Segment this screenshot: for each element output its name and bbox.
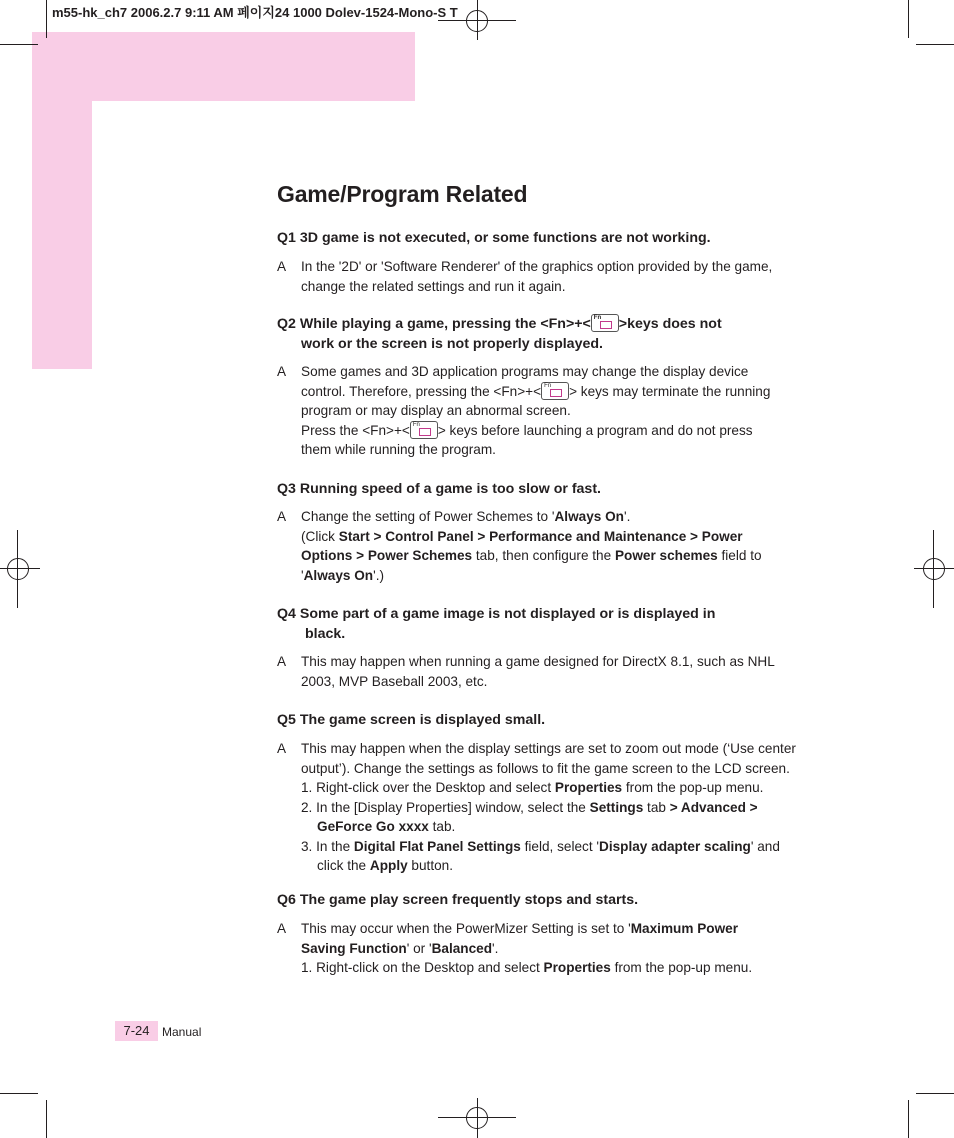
crop-mark xyxy=(916,1093,954,1094)
answer-mark: A xyxy=(277,509,287,524)
page-title: Game/Program Related xyxy=(277,181,528,207)
answer-2-text-d: > keys before launching a program and do not press them while running the program. xyxy=(301,422,753,457)
answer-2 xyxy=(277,362,786,460)
answer-4 xyxy=(277,652,786,691)
answer-3-bold: Always On xyxy=(303,567,374,583)
question-4-line2: black. xyxy=(305,626,346,642)
fn-key-icon: Fn xyxy=(410,421,438,439)
answer-2-text-c: Press the <Fn>+< xyxy=(301,422,410,438)
footer-label: Manual xyxy=(162,1025,202,1039)
page-number: 7-24 xyxy=(115,1021,158,1041)
answer-4-text: This may happen when running a game designed for DirectX 8.1, such as NHL 2003, MVP Baseball 2003, etc. xyxy=(301,654,775,689)
registration-mark-left xyxy=(7,558,29,580)
question-2-text-end: >keys does not xyxy=(618,316,722,332)
answer-3-text: Change the setting of Power Schemes to ' xyxy=(301,509,555,524)
registration-line xyxy=(0,568,40,569)
question-2-text-start: Q2 While playing a game, pressing the <Fn>+< xyxy=(277,316,591,332)
step-1: 1. Right-click over the Desktop and select Properties from the pop-up menu. xyxy=(301,780,764,795)
registration-line xyxy=(914,568,954,569)
answer-3-text: '. xyxy=(624,509,631,524)
answer-3-menu-path: Start > Control Panel > Performance and Maintenance > Power Options > Power Schemes xyxy=(301,528,743,563)
question-3: Q3 Running speed of a game is too slow or fast. xyxy=(277,481,601,497)
step-3: 3. In the Digital Flat Panel Settings field, select 'Display adapter scaling' and click the Apply button. xyxy=(301,838,780,873)
fn-key-icon: Fn xyxy=(541,382,569,400)
answer-6 xyxy=(277,919,786,978)
pink-side-band xyxy=(32,101,92,369)
crop-mark xyxy=(0,1093,38,1094)
pink-header-band xyxy=(32,32,415,101)
registration-line xyxy=(17,530,18,608)
question-5: Q5 The game screen is displayed small. xyxy=(277,712,546,728)
answer-5-intro: This may happen when the display settings are set to zoom out mode (‘Use center output’). Change the settings as follows to fit the game screen to the LCD screen. xyxy=(301,741,796,776)
answer-3 xyxy=(277,507,786,585)
crop-mark xyxy=(46,0,47,38)
answer-3-bold: Power schemes xyxy=(614,548,718,563)
answer-1 xyxy=(277,257,786,296)
fn-key-icon: Fn xyxy=(591,314,619,332)
answer-3-text: '.) xyxy=(373,567,385,583)
registration-line xyxy=(477,1098,478,1138)
answer-3-bold: Always On xyxy=(554,509,624,524)
question-1: Q1 3D game is not executed, or some functions are not working. xyxy=(277,230,711,246)
answer-mark: A xyxy=(277,921,287,936)
registration-line xyxy=(477,0,478,40)
question-4 xyxy=(277,604,715,644)
question-2 xyxy=(277,314,722,354)
answer-6-text: This may occur when the PowerMizer Setting is set to 'Maximum Power Saving Function' or 'Balanced'. xyxy=(301,921,739,956)
question-2-line2: work or the screen is not properly displayed. xyxy=(301,336,603,352)
answer-mark: A xyxy=(277,364,287,379)
question-6: Q6 The game play screen frequently stops and starts. xyxy=(277,892,639,908)
crop-mark xyxy=(916,44,954,45)
answer-3-text: (Click xyxy=(301,528,339,544)
answer-5 xyxy=(277,739,801,876)
answer-mark: A xyxy=(277,259,287,274)
step-1: 1. Right-click on the Desktop and select Properties from the pop-up menu. xyxy=(301,960,753,975)
answer-2-text-b: > keys may terminate the running program or may display an abnormal screen. xyxy=(301,383,771,418)
answer-3-text: tab, then configure the xyxy=(472,548,615,563)
crop-mark xyxy=(908,0,909,38)
answer-2-text-a: Some games and 3D application programs may change the display device control. Therefore, pressing the <Fn>+< xyxy=(301,364,749,399)
crop-mark xyxy=(908,1100,909,1138)
registration-line xyxy=(933,530,934,608)
crop-mark xyxy=(0,44,38,45)
step-2: 2. In the [Display Properties] window, select the Settings tab > Advanced > GeForce Go xxxx tab. xyxy=(301,799,758,834)
answer-3-text: field to ' xyxy=(301,548,762,583)
answer-mark: A xyxy=(277,741,287,756)
crop-mark xyxy=(46,1100,47,1138)
answer-mark: A xyxy=(277,654,287,669)
question-4-line1: Q4 Some part of a game image is not displayed or is displayed in xyxy=(277,606,716,622)
registration-mark-right xyxy=(923,558,945,580)
answer-1-text: In the '2D' or 'Software Renderer' of the graphics option provided by the game, change the related settings and run it again. xyxy=(301,259,773,294)
print-slug: m55-hk_ch7 2006.2.7 9:11 AM 페이지24 1000 Dolev-1524-Mono-S T xyxy=(52,5,458,20)
